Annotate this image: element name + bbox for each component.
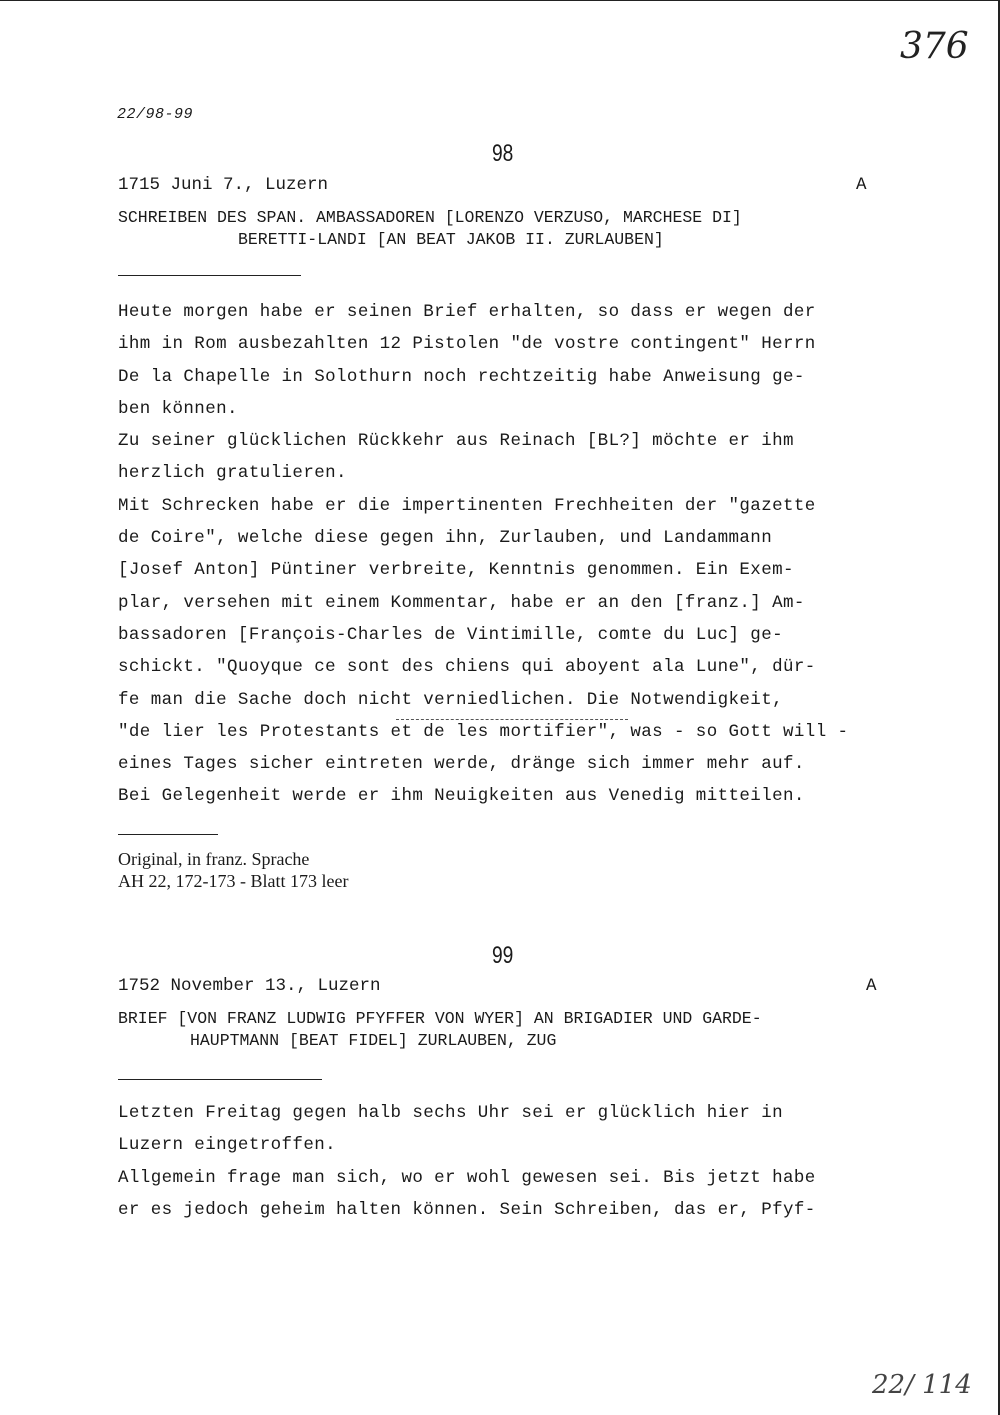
document-date-place: 1715 Juni 7., Luzern (118, 175, 329, 195)
document-title-line: BRIEF [VON FRANZ LUDWIG PFYFFER VON WYER] AN BRIGADIER UND GARDE- (118, 1009, 762, 1028)
body-line: fe man die Sache doch nicht verniedlichen. Die Notwendigkeit, (118, 689, 784, 710)
footer-handwritten-mark: 22/ 114 (872, 1370, 972, 1400)
document-number: 99 (492, 942, 514, 969)
body-line: De la Chapelle in Solothurn noch rechtzeitig habe Anweisung ge- (118, 366, 805, 387)
body-line: [Josef Anton] Püntiner verbreite, Kenntnis genommen. Ein Exem- (118, 560, 794, 581)
body-line: Allgemein frage man sich, wo er wohl gewesen sei. Bis jetzt habe (118, 1167, 816, 1188)
section-divider (118, 1079, 322, 1080)
body-line: er es jedoch geheim halten können. Sein Schreiben, das er, Pfyf- (118, 1199, 816, 1220)
body-line: bassadoren [François-Charles de Vintimille, comte du Luc] ge- (118, 624, 784, 645)
scan-top-edge (0, 0, 1000, 1)
source-note: Original, in franz. Sprache (118, 849, 310, 869)
document-date-place: 1752 November 13., Luzern (118, 976, 381, 996)
source-reference: AH 22, 172-173 - Blatt 173 leer (118, 871, 349, 891)
regest-body (118, 296, 848, 813)
body-line: "de lier les Protestants et de les mortifier", was - so Gott will - (118, 721, 849, 742)
body-line: Luzern eingetroffen. (118, 1135, 337, 1156)
body-line: eines Tages sicher eintreten werde, dränge sich immer mehr auf. (118, 754, 805, 775)
document-title-line: SCHREIBEN DES SPAN. AMBASSADOREN [LORENZO VERZUSO, MARCHESE DI] (118, 208, 742, 227)
body-line: ben können. (118, 398, 238, 419)
body-line: Zu seiner glücklichen Rückkehr aus Reinach [BL?] möchte er ihm (118, 431, 794, 452)
document-title-line: HAUPTMANN [BEAT FIDEL] ZURLAUBEN, ZUG (190, 1031, 557, 1050)
section-divider (118, 834, 218, 835)
body-line: Bei Gelegenheit werde er ihm Neuigkeiten aus Venedig mitteilen. (118, 786, 805, 807)
body-line: de Coire", welche diese gegen ihn, Zurlauben, und Landammann (118, 528, 773, 549)
body-line: herzlich gratulieren. (118, 463, 347, 484)
archive-reference: 22/98-99 (117, 106, 194, 123)
body-line: plar, versehen mit einem Kommentar, habe er an den [franz.] Am- (118, 592, 805, 613)
body-line: Mit Schrecken habe er die impertinenten Frechheiten der "gazette (118, 495, 816, 516)
body-line: Letzten Freitag gegen halb sechs Uhr sei er glücklich hier in (118, 1103, 784, 1123)
body-line: schickt. "Quoyque ce sont des chiens qui aboyent ala Lune", dür- (118, 657, 816, 678)
document-title-line: BERETTI-LANDI [AN BEAT JAKOB II. ZURLAUBEN] (238, 230, 664, 249)
document-type-marker: A (866, 976, 877, 996)
section-divider (118, 275, 301, 276)
folio-number-handwritten: 376 (900, 26, 969, 67)
regest-body (118, 1097, 816, 1226)
handwritten-underline (396, 719, 628, 720)
document-number: 98 (492, 140, 514, 167)
body-line: Heute morgen habe er seinen Brief erhalten, so dass er wegen der (118, 302, 816, 322)
body-line: ihm in Rom ausbezahlten 12 Pistolen "de vostre contingent" Herrn (118, 334, 816, 355)
document-type-marker: A (856, 175, 867, 195)
